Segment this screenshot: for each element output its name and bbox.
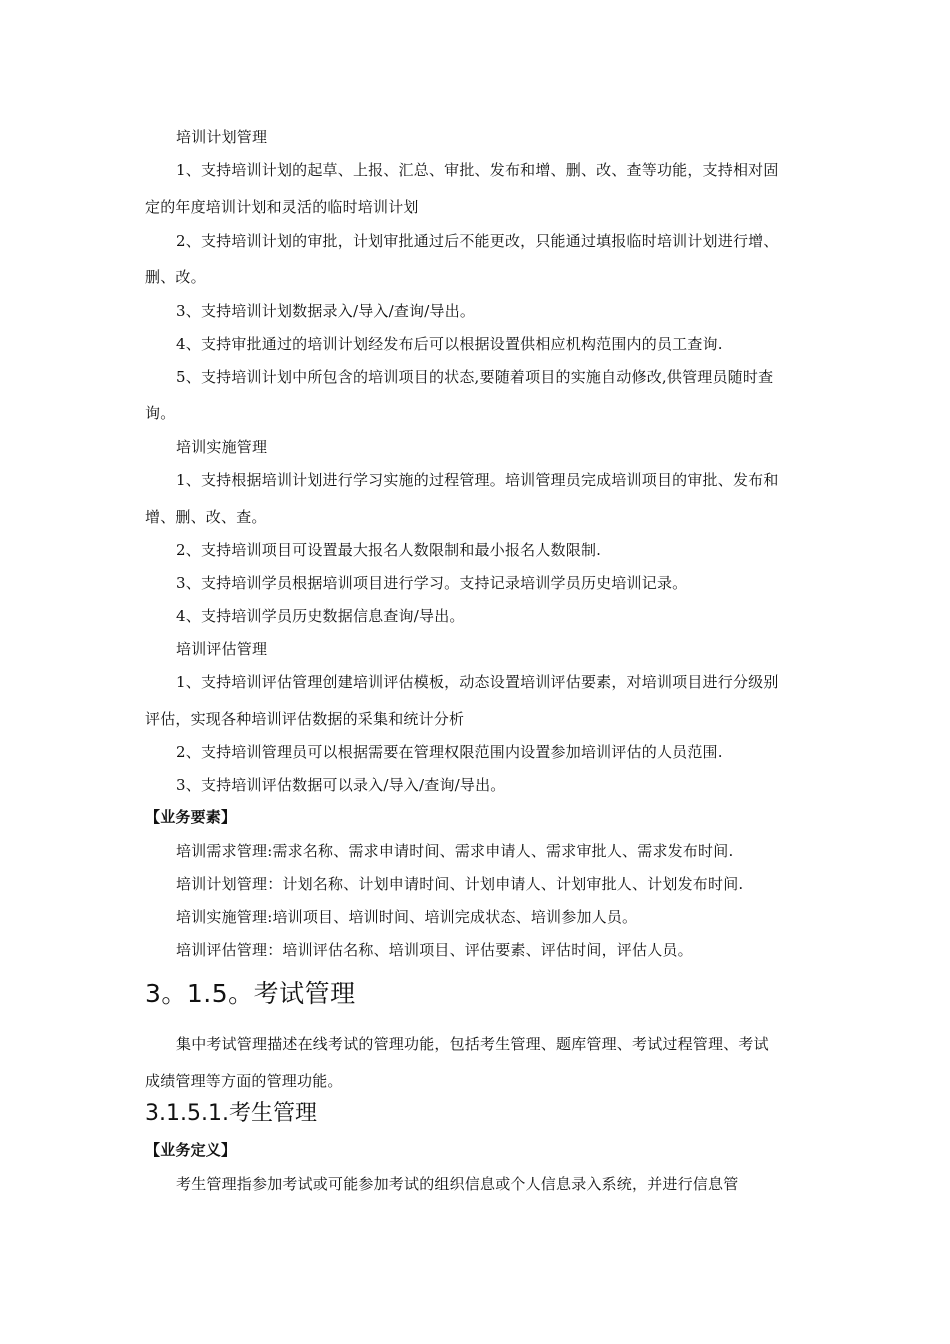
plan-item-2-line-2: 删、改。 [145, 268, 206, 286]
business-element-line-2: 培训计划管理：计划名称、计划申请时间、计划申请人、计划审批人、计划发布时间. [176, 875, 744, 893]
exam-management-heading: 3。1.5。考试管理 [145, 979, 356, 1008]
plan-item-1-line-2: 定的年度培训计划和灵活的临时培训计划 [145, 198, 419, 216]
candidate-para-line-1: 考生管理指参加考试或可能参加考试的组织信息或个人信息录入系统，并进行信息管 [176, 1175, 739, 1193]
impl-item-3: 3、支持培训学员根据培训项目进行学习。支持记录培训学员历史培训记录。 [176, 574, 688, 592]
eval-item-1-line-2: 评估，实现各种培训评估数据的采集和统计分析 [145, 710, 465, 728]
eval-item-3: 3、支持培训评估数据可以录入/导入/查询/导出。 [176, 776, 506, 794]
eval-item-2: 2、支持培训管理员可以根据需要在管理权限范围内设置参加培训评估的人员范围. [176, 743, 723, 761]
plan-item-4: 4、支持审批通过的培训计划经发布后可以根据设置供相应机构范围内的员工查询. [176, 335, 723, 353]
plan-item-5-line-2: 询。 [145, 404, 176, 422]
impl-item-1-line-1: 1、支持根据培训计划进行学习实施的过程管理。培训管理员完成培训项目的审批、发布和 [176, 471, 779, 489]
impl-item-4: 4、支持培训学员历史数据信息查询/导出。 [176, 607, 465, 625]
business-element-line-4: 培训评估管理：培训评估名称、培训项目、评估要素、评估时间，评估人员。 [176, 941, 693, 959]
plan-item-3: 3、支持培训计划数据录入/导入/查询/导出。 [176, 302, 476, 320]
plan-item-2-line-1: 2、支持培训计划的审批，计划审批通过后不能更改，只能通过填报临时培训计划进行增、 [176, 232, 779, 250]
candidate-management-heading: 3.1.5.1.考生管理 [145, 1101, 317, 1126]
eval-item-1-line-1: 1、支持培训评估管理创建培训评估模板，动态设置培训评估要素，对培训项目进行分级别 [176, 673, 779, 691]
eval-section-heading: 培训评估管理 [176, 640, 268, 658]
impl-item-2: 2、支持培训项目可设置最大报名人数限制和最小报名人数限制. [176, 541, 602, 559]
business-elements-heading: 【业务要素】 [145, 808, 237, 826]
plan-item-5-line-1: 5、支持培训计划中所包含的培训项目的状态,要随着项目的实施自动修改,供管理员随时查 [176, 368, 774, 386]
exam-para-line-1: 集中考试管理描述在线考试的管理功能，包括考生管理、题库管理、考试过程管理、考试 [176, 1035, 769, 1053]
plan-section-heading: 培训计划管理 [176, 128, 268, 146]
impl-section-heading: 培训实施管理 [176, 438, 268, 456]
exam-para-line-2: 成绩管理等方面的管理功能。 [145, 1072, 343, 1090]
business-definition-heading: 【业务定义】 [145, 1141, 237, 1159]
impl-item-1-line-2: 增、删、改、查。 [145, 508, 267, 526]
business-element-line-1: 培训需求管理:需求名称、需求申请时间、需求申请人、需求审批人、需求发布时间. [176, 842, 734, 860]
business-element-line-3: 培训实施管理:培训项目、培训时间、培训完成状态、培训参加人员。 [176, 908, 638, 926]
plan-item-1-line-1: 1、支持培训计划的起草、上报、汇总、审批、发布和增、删、改、查等功能，支持相对固 [176, 161, 779, 179]
